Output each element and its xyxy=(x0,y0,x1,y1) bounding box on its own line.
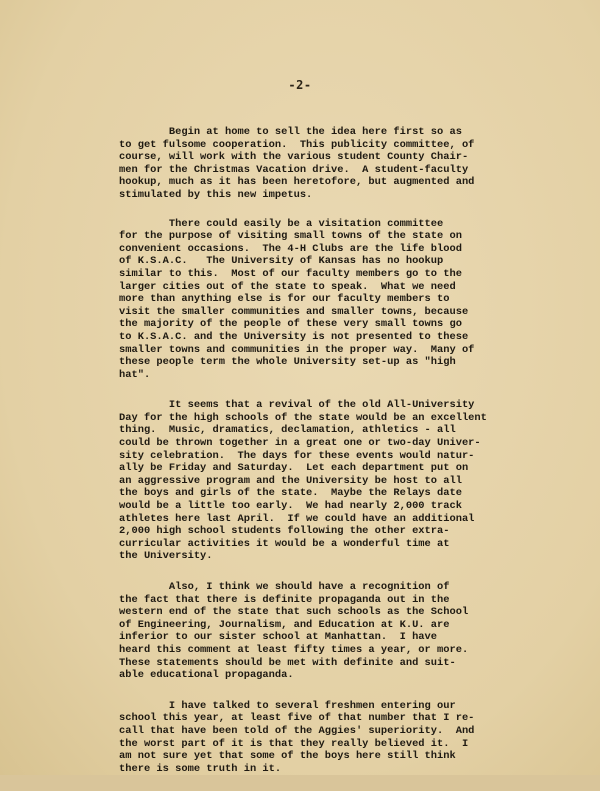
text-line: men for the Christmas Vacation drive. A student-faculty xyxy=(119,163,469,176)
text-line: there is some truth in it. xyxy=(119,762,282,775)
text-line: for the purpose of visiting small towns of the state on xyxy=(119,230,462,243)
text-line: of K.S.A.C. The University of Kansas has no hookup xyxy=(119,255,444,268)
paragraph-propaganda xyxy=(119,581,519,682)
text-line: I have talked to several freshmen entering our xyxy=(119,699,456,712)
text-line: western end of the state that such schools as the School xyxy=(119,606,469,619)
text-line: hookup, much as it has been heretofore, but augmented and xyxy=(119,176,475,189)
text-line: There could easily be a visitation committee xyxy=(119,217,444,230)
text-line: convenient occasions. The 4-H Clubs are the life blood xyxy=(119,242,462,255)
text-line: course, will work with the various student County Chair- xyxy=(119,151,469,164)
text-line: sity celebration. The days for these events would natur- xyxy=(119,449,475,462)
paragraph-freshmen xyxy=(119,700,519,776)
text-line: Also, I think we should have a recognition of xyxy=(119,581,450,593)
text-line: larger cities out of the state to speak. What we need xyxy=(119,280,456,293)
text-line: Day for the high schools of the state would be an excellent xyxy=(119,411,487,424)
text-line: to get fulsome cooperation. This publicity committee, of xyxy=(119,138,475,151)
paragraph-visitation-committee xyxy=(119,218,519,382)
text-line: ally be Friday and Saturday. Let each department put on xyxy=(119,462,469,475)
text-line: smaller towns and communities in the proper way. Many of xyxy=(119,343,475,356)
text-line: the majority of the people of these very small towns go xyxy=(119,318,462,331)
text-line: call that have been told of the Aggies' superiority. And xyxy=(119,724,475,737)
text-line: similar to this. Most of our faculty members go to the xyxy=(119,267,462,280)
text-line: These statements should be met with definite and suit- xyxy=(119,656,456,669)
text-line: inferior to our sister school at Manhattan. I have xyxy=(119,631,438,644)
text-line: athletes here last April. If we could have an additional xyxy=(119,512,475,525)
text-line: more than anything else is for our faculty members to xyxy=(119,293,450,306)
text-line: would be a little too early. We had nearly 2,000 track xyxy=(119,500,462,513)
text-line: able educational propaganda. xyxy=(119,669,294,682)
text-line: the University. xyxy=(119,550,213,563)
paragraph-all-university-day xyxy=(119,399,519,563)
text-line: heard this comment at least fifty times a year, or more. xyxy=(119,643,469,656)
text-line: It seems that a revival of the old All-University xyxy=(119,399,475,412)
text-line: the boys and girls of the state. Maybe the Relays date xyxy=(119,487,462,500)
text-line: school this year, at least five of that number that I re- xyxy=(119,712,475,725)
text-line: thing. Music, dramatics, declamation, athletics - all xyxy=(119,424,456,437)
text-line: am not sure yet that some of the boys here still think xyxy=(119,750,456,763)
paragraph-publicity-committee xyxy=(119,126,519,202)
text-line: could be thrown together in a great one or two-day Univer- xyxy=(119,437,481,450)
text-line: these people term the whole University set-up as "high xyxy=(119,356,456,369)
letter-body xyxy=(119,126,519,791)
text-line: curricular activities it would be a wonderful time at xyxy=(119,537,450,550)
text-line: an aggressive program and the University be host to all xyxy=(119,474,462,487)
text-line: stimulated by this new impetus. xyxy=(119,188,313,201)
text-line: of Engineering, Journalism, and Education at K.U. are xyxy=(119,618,450,631)
text-line: the fact that there is definite propaganda out in the xyxy=(119,593,450,606)
text-line: 2,000 high school students following the other extra- xyxy=(119,525,450,538)
text-line: to K.S.A.C. and the University is not presented to these xyxy=(119,330,469,343)
page-number: -2- xyxy=(288,78,312,92)
text-line: the worst part of it is that they really believed it. I xyxy=(119,737,469,750)
text-line: visit the smaller communities and smaller towns, because xyxy=(119,305,469,318)
text-line: hat". xyxy=(119,368,151,381)
text-line: Begin at home to sell the idea here first so as xyxy=(119,126,462,138)
